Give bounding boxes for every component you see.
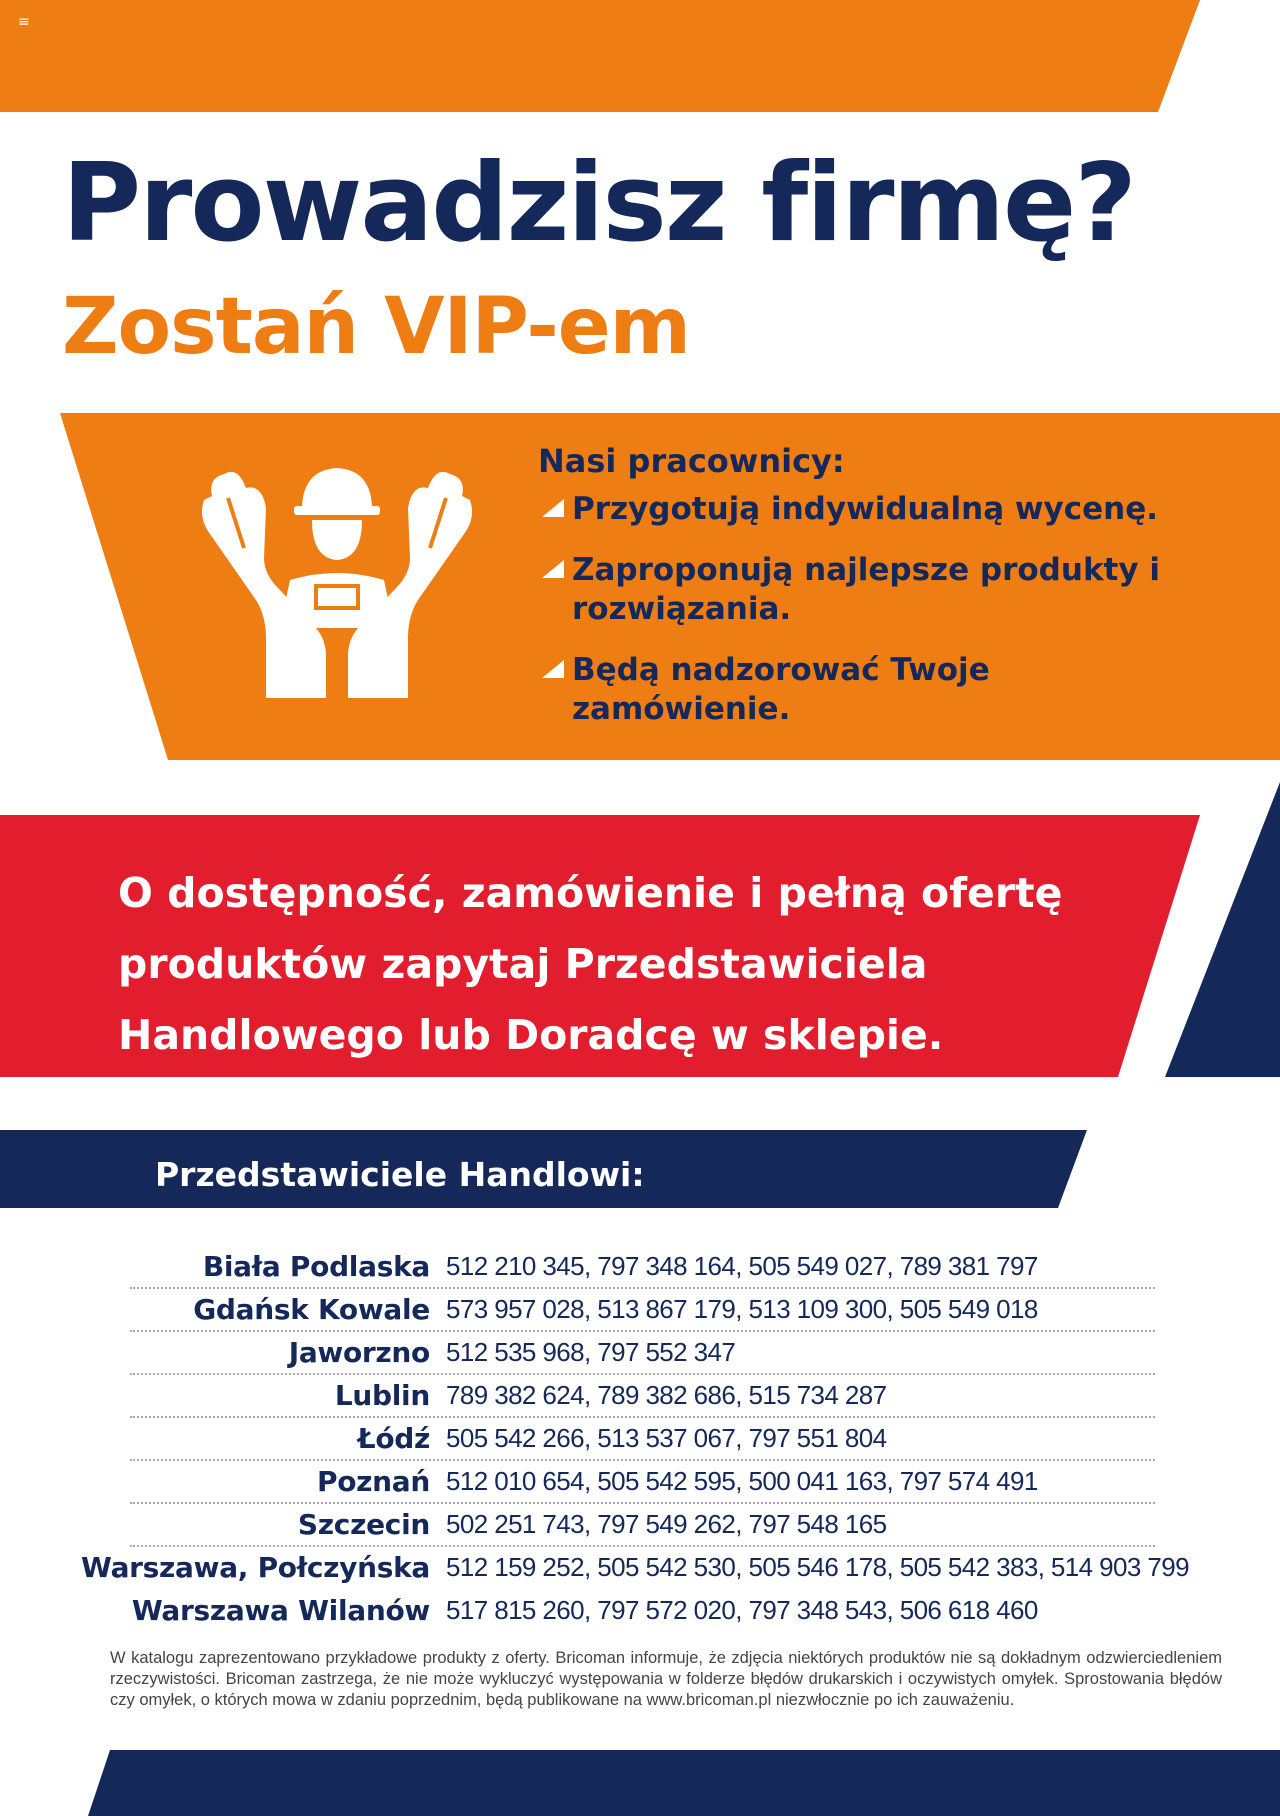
rep-row — [0, 1331, 1280, 1374]
rep-row — [0, 1546, 1280, 1589]
rep-city: Szczecin — [297, 1508, 430, 1541]
rep-phones[interactable]: 512 535 968, 797 552 347 — [446, 1337, 736, 1367]
rep-city: Warszawa, Połczyńska — [80, 1551, 430, 1584]
rep-city: Poznań — [316, 1465, 430, 1498]
rep-phones[interactable]: 573 957 028, 513 867 179, 513 109 300, 505 549 018 — [446, 1294, 1038, 1324]
bullet-triangle-icon — [542, 660, 564, 678]
benefit-text: Przygotują indywidualną wycenę. — [572, 491, 1159, 527]
rep-row — [0, 1417, 1280, 1460]
bottom-navy-strip — [88, 1750, 1280, 1816]
rep-phones[interactable]: 512 210 345, 797 348 164, 505 549 027, 789 381 797 — [446, 1251, 1038, 1281]
rep-phones[interactable]: 502 251 743, 797 549 262, 797 548 165 — [446, 1509, 887, 1539]
rep-phones[interactable]: 505 542 266, 513 537 067, 797 551 804 — [446, 1423, 887, 1453]
rep-row — [0, 1245, 1280, 1288]
rep-city: Warszawa Wilanów — [131, 1594, 430, 1627]
rep-row — [0, 1503, 1280, 1546]
bullet-triangle-icon — [542, 560, 564, 578]
benefit-item — [538, 651, 1178, 729]
page-title: Prowadzisz firmę? — [62, 141, 1135, 266]
benefit-item — [538, 551, 1178, 629]
rep-city: Lublin — [334, 1379, 430, 1412]
rep-city: Biała Podlaska — [202, 1250, 430, 1283]
rep-row — [0, 1460, 1280, 1503]
menu-icon[interactable]: ≡ — [18, 14, 30, 30]
reps-title: Przedstawiciele Handlowi: — [155, 1155, 645, 1194]
benefits-intro: Nasi pracownicy: — [538, 442, 845, 480]
benefit-text: Zaproponują najlepsze produkty i rozwiązania. — [572, 552, 1161, 627]
rep-phones[interactable]: 789 382 624, 789 382 686, 515 734 287 — [446, 1380, 887, 1410]
benefits-list — [538, 490, 1178, 751]
rep-row — [0, 1288, 1280, 1331]
rep-city: Jaworzno — [288, 1336, 430, 1369]
page-subtitle: Zostań VIP-em — [62, 282, 690, 372]
rep-phones[interactable]: 517 815 260, 797 572 020, 797 348 543, 506 618 460 — [446, 1595, 1038, 1625]
top-orange-band — [0, 0, 1200, 112]
benefit-text: Będą nadzorować Twoje zamówienie. — [572, 652, 990, 727]
rep-row — [0, 1374, 1280, 1417]
rep-row — [0, 1589, 1280, 1632]
rep-phones[interactable]: 512 010 654, 505 542 595, 500 041 163, 797 574 491 — [446, 1466, 1038, 1496]
worker-in-hands-icon — [198, 448, 476, 708]
benefit-item — [538, 490, 1178, 529]
rep-city: Gdańsk Kowale — [193, 1293, 430, 1326]
info-banner-text: O dostępność, zamówienie i pełną ofertę produktów zapytaj Przedstawiciela Handlowego lub Doradcę w sklepie. — [118, 869, 1063, 1059]
rep-city: Łódź — [357, 1422, 430, 1455]
bullet-triangle-icon — [542, 499, 564, 517]
disclaimer-text: W katalogu zaprezentowano przykładowe produkty z oferty. Bricoman informuje, że zdjęcia niektórych produktów nie są dokładnym odzwierciedleniem rzeczywistości. Bricoman zastrzega, że nie może wykluczyć występowania w folderze błędów drukarskich i oczywistych omyłek. Sprostowania błędów czy omyłek, o których mowa w zdaniu poprzednim, będą publikowane na www.bricoman.pl niezwłocznie po ich zauważeniu. — [110, 1649, 1222, 1709]
rep-phones[interactable]: 512 159 252, 505 542 530, 505 546 178, 505 542 383, 514 903 799 — [446, 1552, 1189, 1582]
